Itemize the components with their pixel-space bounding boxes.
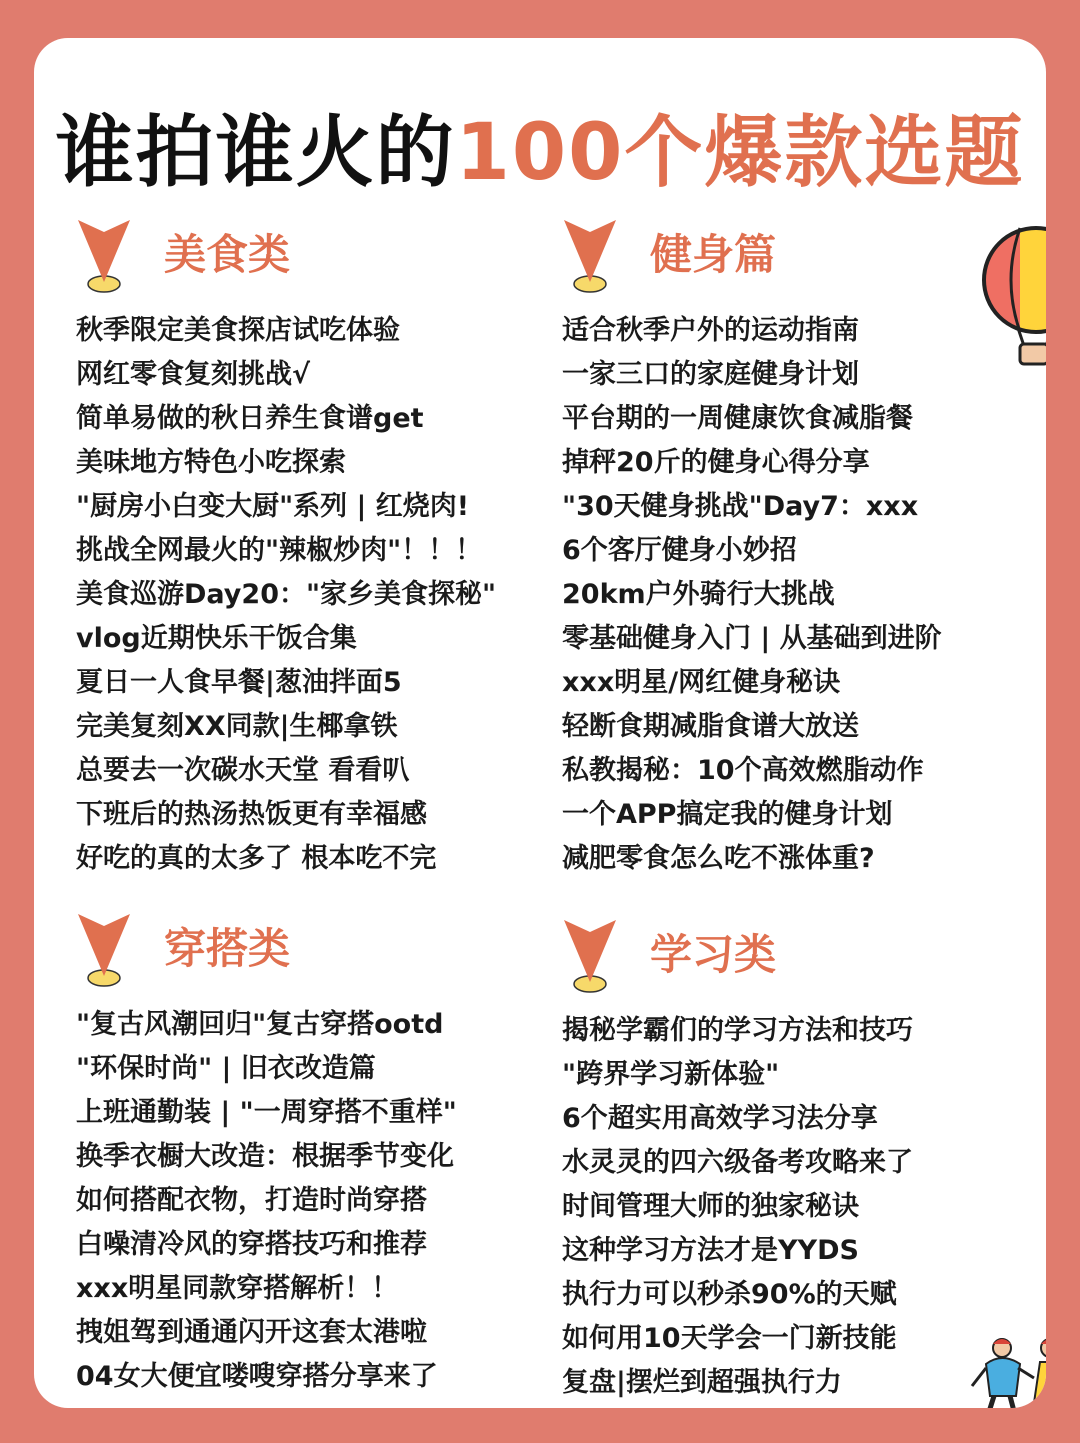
section-outfit — [76, 910, 457, 1399]
list-item: 时间管理大师的独家秘诀 — [562, 1191, 859, 1222]
list-item: "复古风潮回归"复古穿搭ootd — [76, 1009, 444, 1040]
list-item: 掉秤20斤的健身心得分享 — [562, 447, 870, 478]
list-item: 夏日一人食早餐|葱油拌面5 — [76, 667, 402, 698]
list-item: 复盘|摆烂到超强执行力 — [562, 1367, 842, 1398]
page-title-part2: 100个爆款选题 — [455, 108, 1025, 198]
section-title: 穿搭类 — [164, 924, 291, 973]
list-item: 6个超实用高效学习法分享 — [562, 1103, 878, 1134]
section-header — [76, 910, 457, 990]
arrow-down-marker-icon — [562, 216, 618, 296]
section-title: 学习类 — [650, 930, 777, 979]
section-study — [562, 916, 913, 1405]
list-item: 私教揭秘：10个高效燃脂动作 — [562, 755, 924, 786]
section-header — [562, 916, 913, 996]
list-item: "厨房小白变大厨"系列 | 红烧肉! — [76, 491, 470, 522]
list-item: 揭秘学霸们的学习方法和技巧 — [562, 1015, 913, 1046]
list-item: 执行力可以秒杀90%的天赋 — [562, 1279, 897, 1310]
list-item: 04女大便宜喽嗖穿搭分享来了 — [76, 1361, 438, 1392]
section-header — [562, 216, 942, 296]
list-item: "跨界学习新体验" — [562, 1059, 780, 1090]
arrow-down-marker-icon — [76, 216, 132, 296]
list-item: "环保时尚" | 旧衣改造篇 — [76, 1053, 376, 1084]
section-fitness — [562, 216, 942, 881]
section-header — [76, 216, 496, 296]
list-item: 好吃的真的太多了 根本吃不完 — [76, 843, 437, 874]
list-item: 下班后的热汤热饭更有幸福感 — [76, 799, 427, 830]
list-item: 美食巡游Day20："家乡美食探秘" — [76, 579, 497, 610]
list-item: 完美复刻XX同款|生椰拿铁 — [76, 711, 398, 742]
list-item: 6个客厅健身小妙招 — [562, 535, 797, 566]
section-title: 健身篇 — [650, 230, 777, 279]
list-item: xxx明星同款穿搭解析！！ — [76, 1273, 399, 1304]
list-item: xxx明星/网红健身秘诀 — [562, 667, 841, 698]
list-item: 如何用10天学会一门新技能 — [562, 1323, 897, 1354]
topic-list — [562, 309, 942, 881]
list-item: 适合秋季户外的运动指南 — [562, 315, 859, 346]
list-item: vlog近期快乐干饭合集 — [76, 623, 357, 654]
topic-list — [76, 309, 496, 881]
list-item: 轻断食期减脂食谱大放送 — [562, 711, 859, 742]
topic-list — [562, 1009, 913, 1405]
list-item: "30天健身挑战"Day7：xxx — [562, 491, 919, 522]
list-item: 换季衣橱大改造：根据季节变化 — [76, 1141, 454, 1172]
section-title: 美食类 — [164, 230, 291, 279]
list-item: 挑战全网最火的"辣椒炒肉"！！！ — [76, 535, 483, 566]
content-card — [34, 38, 1046, 1408]
list-item: 秋季限定美食探店试吃体验 — [76, 315, 400, 346]
walking-people-icon — [964, 1334, 1046, 1408]
page-title-part1: 谁拍谁火的 — [55, 108, 456, 198]
list-item: 平台期的一周健康饮食减脂餐 — [562, 403, 913, 434]
page-title — [34, 90, 1046, 202]
list-item: 美味地方特色小吃探索 — [76, 447, 346, 478]
list-item: 零基础健身入门 | 从基础到进阶 — [562, 623, 942, 654]
list-item: 总要去一次碳水天堂 看看叭 — [76, 755, 410, 786]
list-item: 上班通勤装 | "一周穿搭不重样" — [76, 1097, 457, 1128]
list-item: 减肥零食怎么吃不涨体重? — [562, 843, 875, 874]
list-item: 水灵灵的四六级备考攻略来了 — [562, 1147, 913, 1178]
list-item: 简单易做的秋日养生食谱get — [76, 403, 424, 434]
topic-list — [76, 1003, 457, 1399]
list-item: 如何搭配衣物，打造时尚穿搭 — [76, 1185, 427, 1216]
list-item: 20km户外骑行大挑战 — [562, 579, 835, 610]
list-item: 网红零食复刻挑战√ — [76, 359, 311, 390]
list-item: 拽姐驾到通通闪开这套太港啦 — [76, 1317, 427, 1348]
section-food — [76, 216, 496, 881]
list-item: 白噪清冷风的穿搭技巧和推荐 — [76, 1229, 427, 1260]
list-item: 一个APP搞定我的健身计划 — [562, 799, 893, 830]
arrow-down-marker-icon — [562, 916, 618, 996]
hot-air-balloon-icon — [980, 224, 1046, 368]
list-item: 这种学习方法才是YYDS — [562, 1235, 859, 1266]
arrow-down-marker-icon — [76, 910, 132, 990]
list-item: 一家三口的家庭健身计划 — [562, 359, 859, 390]
